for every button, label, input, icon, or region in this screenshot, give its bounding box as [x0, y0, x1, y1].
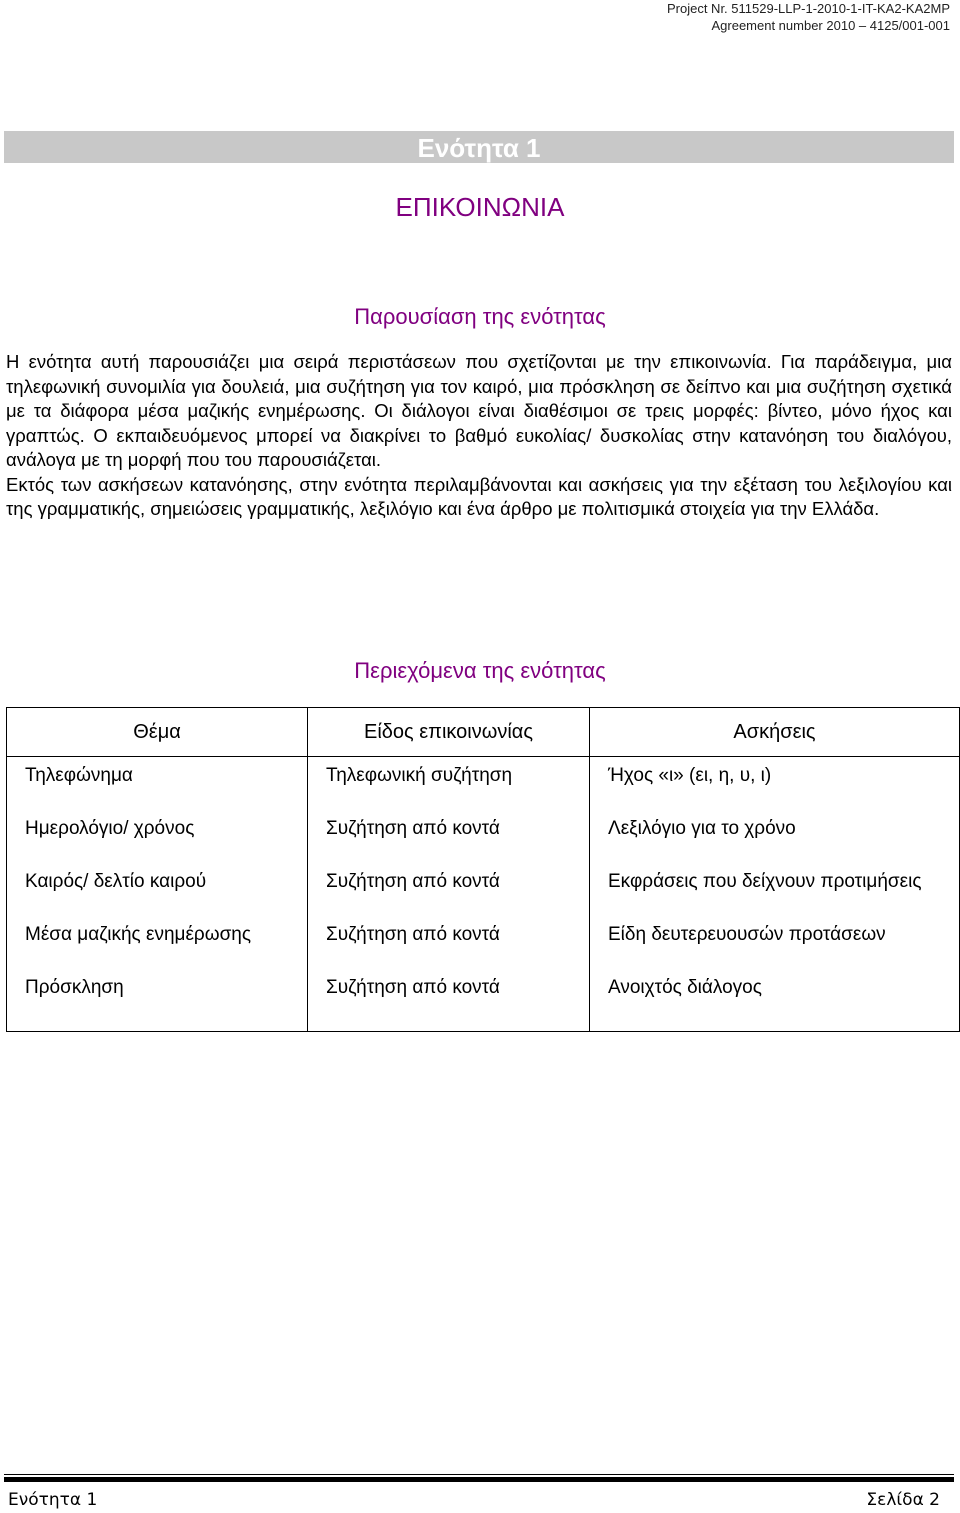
cell-communication-type: Συζήτηση από κοντά	[308, 863, 590, 916]
cell-communication-type: Τηλεφωνική συζήτηση	[308, 757, 590, 810]
presentation-paragraph-2: Εκτός των ασκήσεων κατανόησης, στην ενότητα περιλαμβάνονται και ασκήσεις για την εξέταση του λεξιλογίου και της γραμματικής, σημειώσεις γραμματικής, λεξιλόγιο και ένα άρθρο με πολιτισμικά στοιχεία για την Ελλάδα.	[6, 473, 952, 519]
column-header-topic: Θέμα	[7, 708, 308, 757]
table-header-row	[7, 708, 960, 757]
cell-exercises: Είδη δευτερευουσών προτάσεων	[590, 916, 960, 969]
cell-communication-type: Συζήτηση από κοντά	[308, 810, 590, 863]
table-row	[7, 969, 960, 1032]
cell-topic: Ημερολόγιο/ χρόνος	[7, 810, 308, 863]
table-row	[7, 863, 960, 916]
contents-table	[6, 707, 960, 1032]
table-row	[7, 810, 960, 863]
unit-title: ΕΠΙΚΟΙΝΩΝΙΑ	[395, 192, 565, 222]
column-header-exercises: Ασκήσεις	[590, 708, 960, 757]
cell-topic: Πρόσκληση	[7, 969, 308, 1032]
presentation-text	[6, 350, 952, 522]
cell-exercises: Εκφράσεις που δείχνουν προτιμήσεις	[590, 863, 960, 916]
cell-communication-type: Συζήτηση από κοντά	[308, 969, 590, 1032]
cell-topic: Τηλεφώνημα	[7, 757, 308, 810]
footer-page-number: Σελίδα 2	[866, 1490, 940, 1510]
presentation-heading: Παρουσίαση της ενότητας	[354, 304, 606, 329]
contents-heading: Περιεχόμενα της ενότητας	[354, 658, 606, 683]
table-row	[7, 916, 960, 969]
cell-exercises: Ανοιχτός διάλογος	[590, 969, 960, 1032]
cell-communication-type: Συζήτηση από κοντά	[308, 916, 590, 969]
cell-topic: Καιρός/ δελτίο καιρού	[7, 863, 308, 916]
project-number: Project Nr. 511529-LLP-1-2010-1-IT-KA2-KA2MP	[666, 1, 950, 16]
cell-exercises: Λεξιλόγιο για το χρόνο	[590, 810, 960, 863]
presentation-paragraph-1: Η ενότητα αυτή παρουσιάζει μια σειρά περιστάσεων που σχετίζονται με την επικοινωνία. Για παράδειγμα, μια τηλεφωνική συνομιλία για δουλειά, μια συζήτηση για τον καιρό, μια πρόσκληση σε δείπνο και μια συζήτηση σχετικά με τα διάφορα μέσα μαζικής ενημέρωσης. Οι διάλογοι είναι διαθέσιμοι σε τρεις μορφές: βίντεο, μόνο ήχος και γραπτώς. Ο εκπαιδευόμενος μπορεί να διακρίνει το βαθμό ευκολίας/ δυσκολίας στην κατανόηση του διαλόγου, ανάλογα με τη μορφή που του παρουσιάζεται.	[6, 351, 952, 470]
section-banner: Ενότητα 1	[4, 131, 954, 163]
cell-exercises: Ήχος «ι» (ει, η, υ, ι)	[590, 757, 960, 810]
agreement-number: Agreement number 2010 – 4125/001-001	[711, 18, 950, 33]
table-row	[7, 757, 960, 810]
footer-section-label: Ενότητα 1	[8, 1490, 98, 1510]
project-header	[667, 0, 950, 34]
cell-topic: Μέσα μαζικής ενημέρωσης	[7, 916, 308, 969]
footer-divider	[4, 1474, 954, 1482]
column-header-communication-type: Είδος επικοινωνίας	[308, 708, 590, 757]
